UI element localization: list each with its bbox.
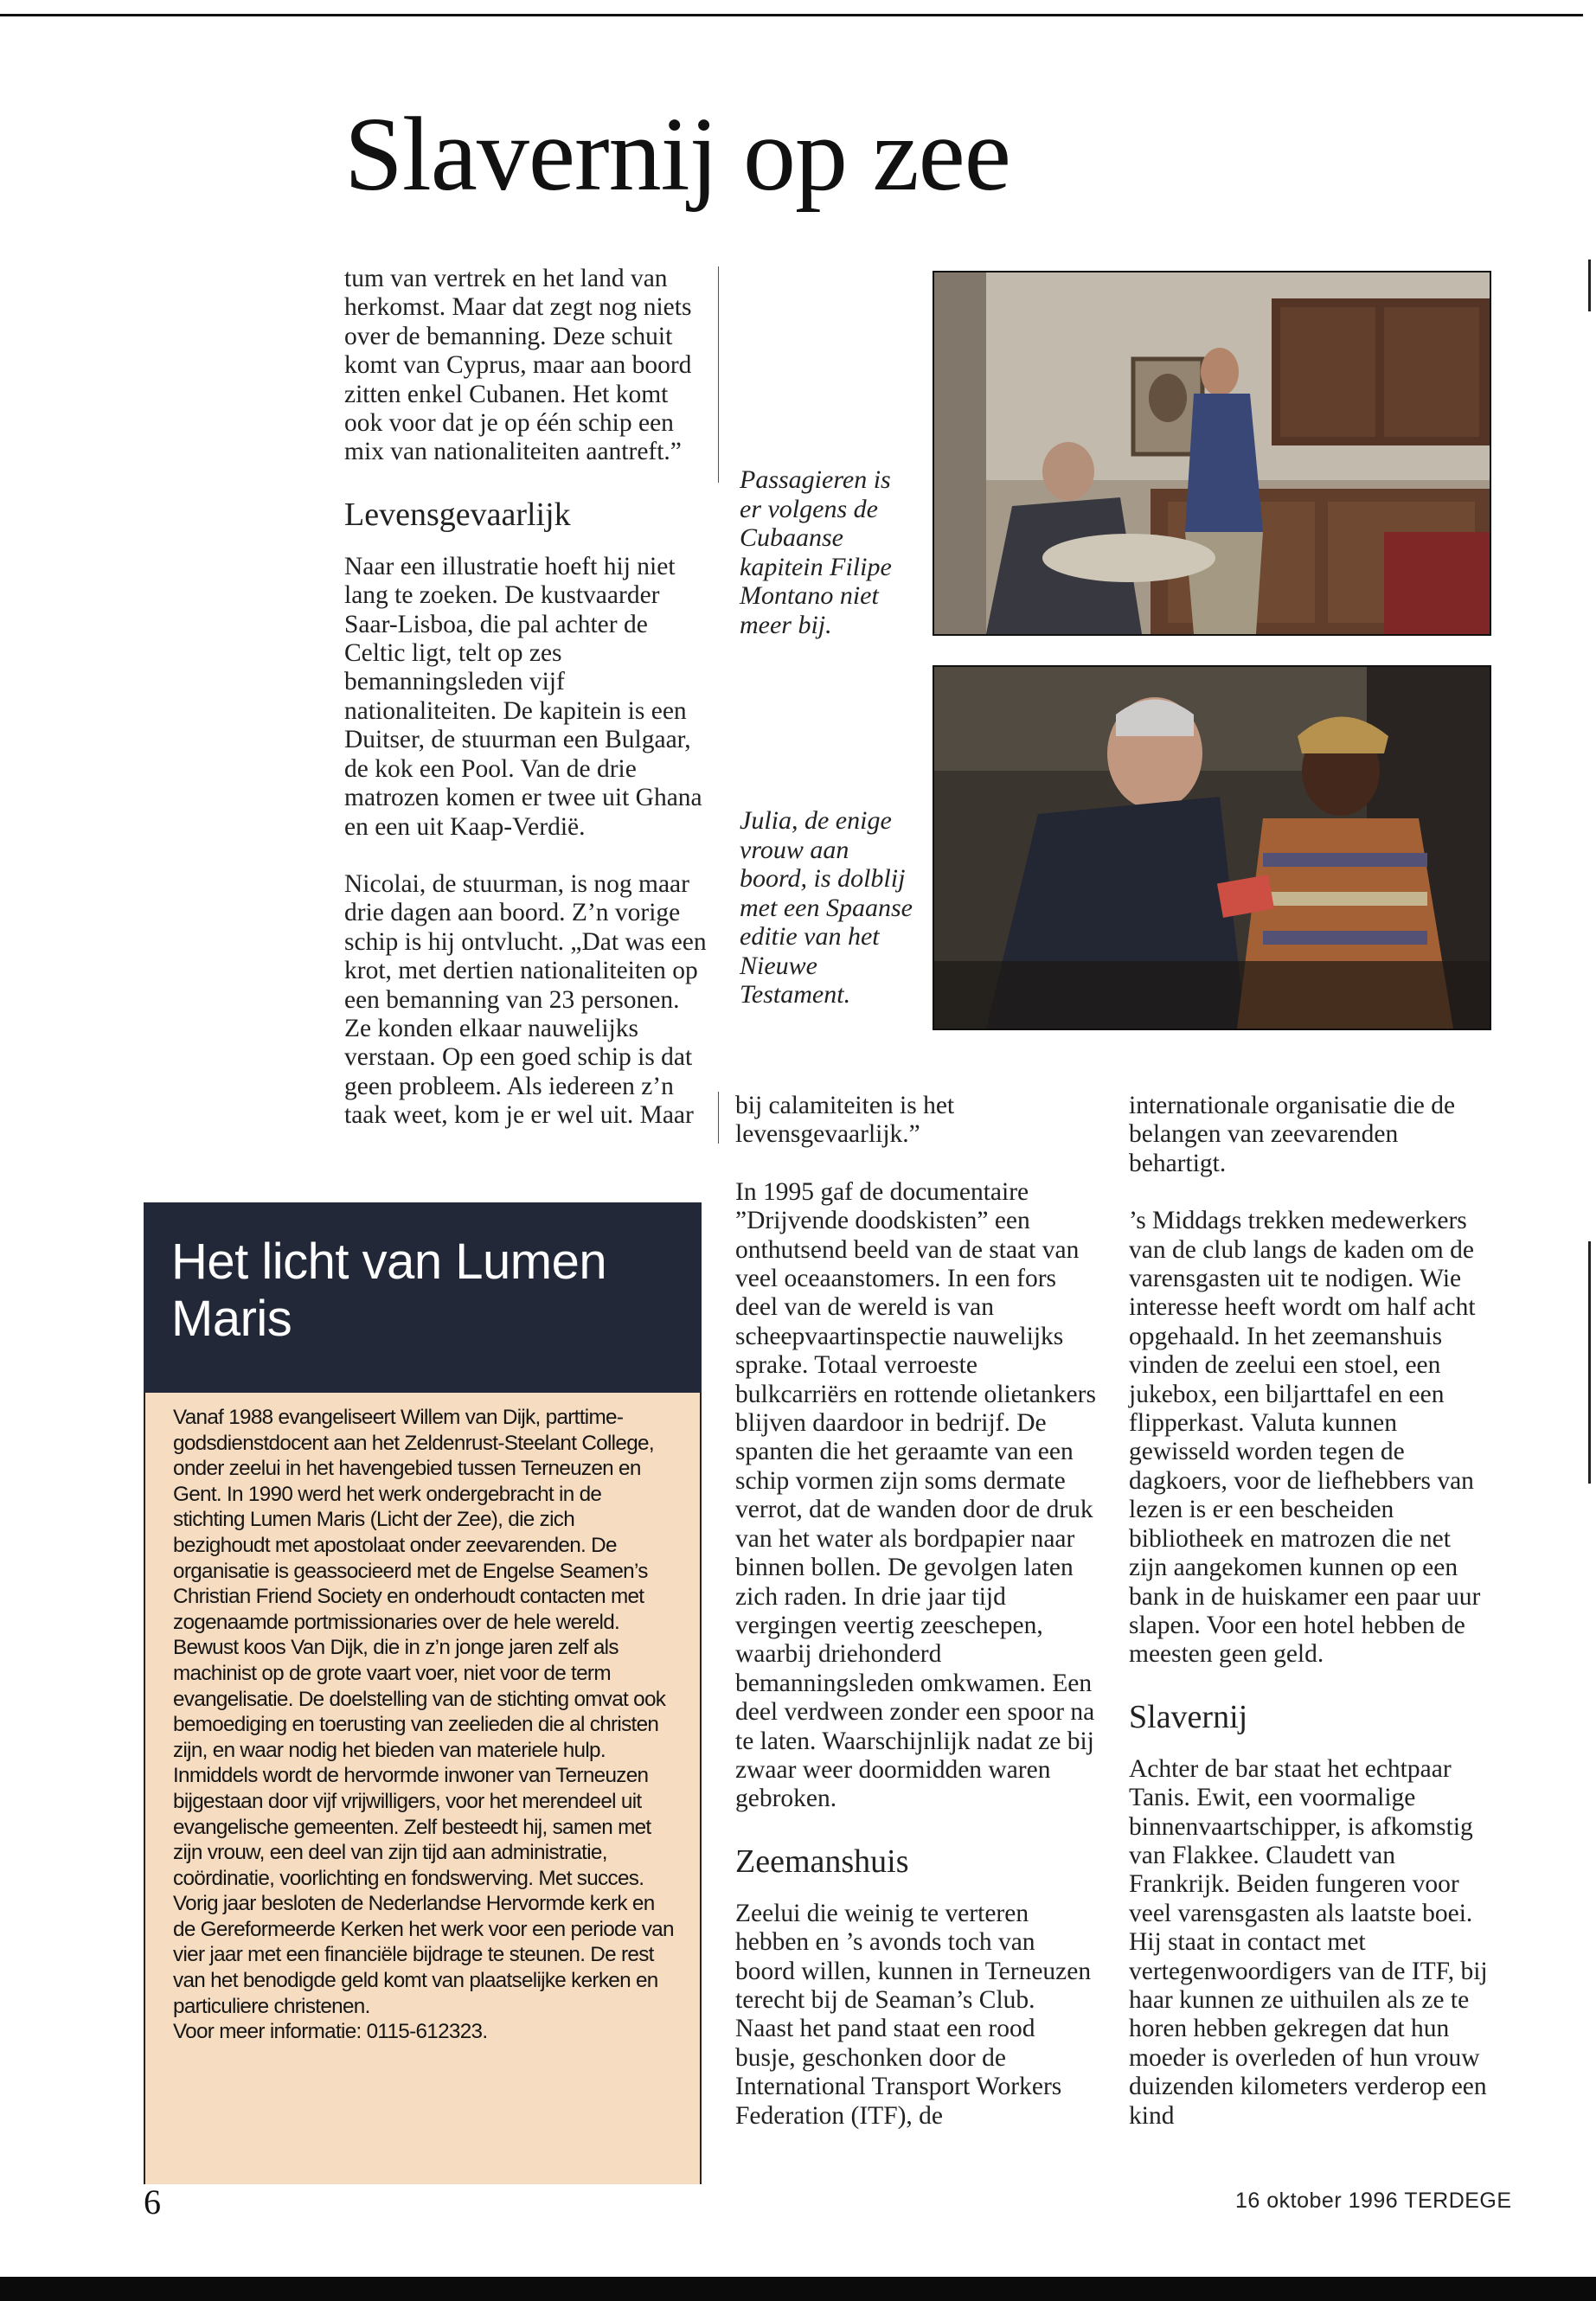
column-rule	[718, 266, 719, 483]
page-number: 6	[144, 2182, 161, 2221]
bottom-bar	[0, 2277, 1596, 2301]
paragraph: tum van vertrek en het land van herkomst. Maar dat zegt nog niets over de bemanning. Deze schuit komt van Cyprus, maar aan boord zitten enkel Cubanen. Het komt ook voor dat je op één schip een mix van nationaliteiten aantreft.”	[344, 265, 692, 466]
article-column-4	[1129, 1092, 1492, 2159]
photo-julia-bible-image	[934, 667, 1490, 1029]
column-rule	[718, 1092, 719, 1144]
photo-captain-cabin-image	[934, 272, 1490, 634]
subheading: Levensgevaarlijk	[344, 496, 571, 533]
sidebar-title: Het licht van Lumen Maris	[171, 1234, 607, 1347]
paragraph: Naar een illustratie hoeft hij niet lang te zoeken. De kustvaarder Saar-Lisboa, die pal achter de Celtic ligt, telt op zes bemanningsleden vijf nationaliteiten. De kapitein is een Duitser, de stuurman een Bulgaar, de kok een Pool. Van de drie matrozen komen er twee uit Ghana en een uit Kaap-Verdië.	[344, 552, 702, 841]
paragraph: bij calamiteiten is het levensgevaarlijk.”	[735, 1092, 955, 1149]
paragraph: Achter de bar staat het echtpaar Tanis. Ewit, een voormalige binnenvaartschipper, is afkomstig van Flakkee. Claudett van Frankrijk. Beiden fungeren voor veel varensgasten als laatste boei. Hij staat in contact met vertegenwoordigers van de ITF, bij haar kunnen ze uithuilen als ze te horen hebben gekregen dat hun moeder is overleden of hun vrouw duizenden kilometers verderop een kind	[1129, 1754, 1488, 2130]
issue-date: 16 oktober 1996 TERDEGE	[1235, 2189, 1512, 2213]
sidebar-paragraph: Vanaf 1988 evangeliseert Willem van Dijk, parttime-godsdienstdocent aan het Zeldenrust-Steelant College, onder zeelui in het havengebied tussen Terneuzen en Gent. In 1990 werd het werk ondergebracht in de stichting Lumen Maris (Licht der Zee), die zich bezighoudt met apostolaat onder zeevarenden. De organisatie is geassocieerd met de Engelse Seamen’s Christian Friend Society en onderhoudt contacten met zogenaamde portmissionaries over de hele wereld.	[173, 1406, 654, 1634]
sidebar-header	[144, 1202, 702, 1393]
paragraph: Nicolai, de stuurman, is nog maar drie dagen aan boord. Z’n vorige schip is hij ontvlucht. „Dat was een krot, met dertien nationaliteiten op een bemanning van 23 personen. Ze konden elkaar nauwelijks verstaan. Op een goed schip is dat geen probleem. Als iedereen z’n taak weet, kom je er wel uit. Maar	[344, 869, 707, 1130]
paragraph: In 1995 gaf de documentaire ”Drijvende doodskisten” een onthutsend beeld van de staat van veel oceaanstomers. In een fors deel van de wereld is van scheepvaartinspectie nauwelijks sprake. Totaal verroeste bulkcarriërs en rottende olietankers blijven daardoor in bedrijf. De spanten die het geraamte van een schip vormen zijn soms dermate verrot, dat de wanden door de druk van het water als bordpapier naar binnen bollen. De gevolgen laten zich raden. In drie jaar tijd vergingen veertig zeeschepen, waarbij driehonderd bemanningsleden omkwamen. Een deel verdween zonder een spoor na te laten. Waarschijnlijk nadat ze bij zwaar weer doormidden waren gebroken.	[735, 1177, 1096, 1813]
article-title: Slavernij op zee	[344, 96, 1010, 213]
paragraph: internationale organisatie die de belangen van zeevarenden behartigt.	[1129, 1092, 1456, 1177]
sidebar-box	[144, 1393, 702, 2184]
sidebar-paragraph: Bewust koos Van Dijk, die in z’n jonge jaren zelf als machinist op de grote vaart voer, niet voor de term evangelisatie. De doelstelling van de stichting omvat ook bemoediging en toerusting van zeelieden die al christen zijn, en waar nodig het bieden van materiele hulp.	[173, 1636, 666, 1762]
top-rule	[0, 14, 1583, 16]
margin-mark	[1588, 1241, 1591, 1484]
article-column-1	[344, 265, 708, 1159]
subheading: Zeemanshuis	[735, 1843, 909, 1880]
photo-captain-cabin	[933, 271, 1491, 636]
photo-julia-bible	[933, 665, 1491, 1030]
paragraph: Zeelui die weinig te verteren hebben en ’s avonds toch van boord willen, kunnen in Terneuzen terecht bij de Seaman’s Club. Naast het pand staat een rood busje, geschonken door de International Transport Workers Federation (ITF), de	[735, 1899, 1092, 2130]
subheading: Slavernij	[1129, 1698, 1248, 1735]
photo-caption-2: Julia, de enige vrouw aan boord, is dolblij met een Spaanse editie van het Nieuwe Testament.	[740, 806, 913, 1009]
margin-mark	[1588, 260, 1591, 311]
sidebar-contact: Voor meer informatie: 0115-612323.	[173, 2020, 488, 2044]
photo-caption-1: Passagieren is er volgens de Cubaanse kapitein Filipe Montano niet meer bij.	[740, 465, 892, 639]
article-column-3	[735, 1092, 1099, 2159]
paragraph: ’s Middags trekken medewerkers van de club langs de kaden om de varensgasten uit te nodigen. Wie interesse heeft wordt om half acht opgehaald. In het zeemanshuis vinden de zeelui een stoel, een jukebox, een biljarttafel en een flipperkast. Valuta kunnen gewisseld worden tegen de dagkoers, voor de liefhebbers van lezen is er een bescheiden bibliotheek en matrozen die net zijn aangekomen kunnen op een bank in de huiskamer een paar uur slapen. Voor een hotel hebben de meesten geen geld.	[1129, 1207, 1481, 1669]
sidebar-paragraph: Inmiddels wordt de hervormde inwoner van Terneuzen bijgestaan door vijf vrijwilligers, voor het merendeel uit evangelische gemeenten. Zelf besteedt hij, samen met zijn vrouw, een deel van zijn tijd aan administratie, coördinatie, voorlichting en fondswerving. Met succes. Vorig jaar besloten de Nederlandse Hervormde kerk en de Gereformeerde Kerken het werk voor een periode van vier jaar met een financiële bijdrage te steunen. De rest van het benodigde geld komt van plaatselijke kerken en particuliere christenen.	[173, 1764, 674, 2018]
